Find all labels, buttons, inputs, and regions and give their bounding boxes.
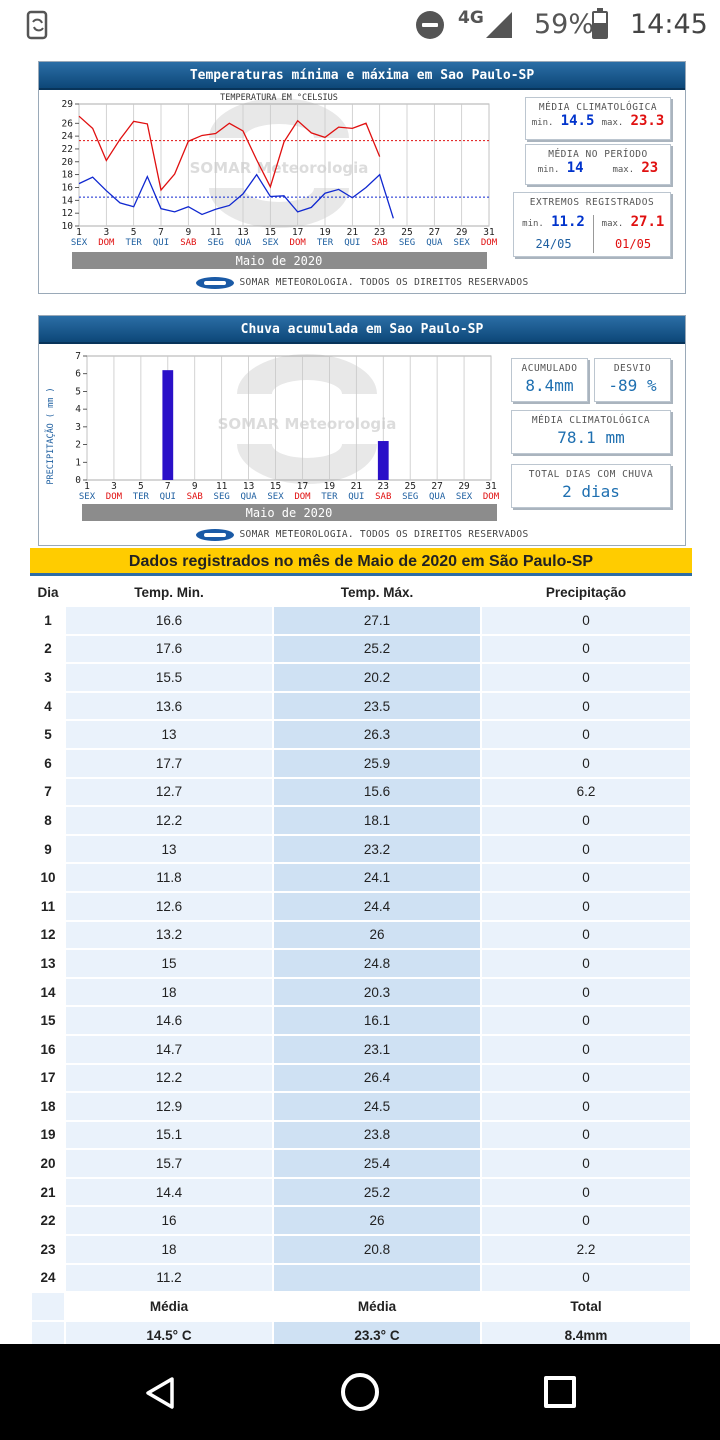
- row-temp-min: 18: [66, 979, 272, 1006]
- table-row: [32, 950, 690, 977]
- row-precipitation: 0: [482, 893, 690, 920]
- table-row: [32, 807, 690, 834]
- row-temp-min: 11.2: [66, 1265, 272, 1292]
- row-day: 14: [32, 979, 64, 1006]
- row-temp-max: 25.4: [274, 1150, 480, 1177]
- row-day: 15: [32, 1007, 64, 1034]
- table-row: [32, 1007, 690, 1034]
- x-tick-label: 27: [428, 227, 441, 238]
- monthly-data-table: [30, 548, 692, 1350]
- home-button[interactable]: [341, 1373, 379, 1411]
- x-tick-label: 31: [483, 227, 495, 238]
- weekday-label: SEX: [262, 238, 279, 248]
- rain-bar: [378, 441, 389, 480]
- x-tick-label: 11: [209, 227, 222, 238]
- battery-percent: 59%: [534, 9, 595, 40]
- rain-climatological-box: MÉDIA CLIMATOLÓGICA 78.1 mm: [511, 410, 671, 454]
- weekday-label: SEX: [70, 238, 88, 248]
- x-tick-label: 1: [84, 481, 90, 492]
- row-precipitation: 2.2: [482, 1236, 690, 1263]
- weekday-label: QUA: [240, 492, 257, 502]
- weekday-label: DOM: [480, 238, 498, 248]
- row-day: 12: [32, 922, 64, 949]
- x-tick-label: 29: [455, 227, 468, 238]
- row-temp-max: 25.2: [274, 1179, 480, 1206]
- temperature-chart-caption: TEMPERATURA EM °CELSIUS: [220, 93, 338, 103]
- y-tick-label: 3: [75, 421, 81, 433]
- row-temp-min: 14.4: [66, 1179, 272, 1206]
- row-day: 19: [32, 1122, 64, 1149]
- table-row: [32, 693, 690, 720]
- y-tick-label: 10: [61, 221, 73, 232]
- temperature-chart: [39, 90, 499, 275]
- weekday-label: QUI: [344, 238, 361, 248]
- row-temp-max: 27.1: [274, 607, 480, 634]
- y-tick-label: 16: [61, 182, 73, 194]
- battery-icon: [592, 11, 608, 39]
- table-row: [32, 1093, 690, 1120]
- table-title: Dados registrados no mês de Maio de 2020 em São Paulo-SP: [30, 548, 692, 576]
- table-row: [32, 1179, 690, 1206]
- table-row: [32, 979, 690, 1006]
- x-tick-label: 31: [485, 481, 497, 492]
- rain-days-value: 2 dias: [562, 482, 620, 501]
- row-temp-min: 18: [66, 1236, 272, 1263]
- weekday-label: SEG: [398, 238, 416, 248]
- y-tick-label: 5: [75, 386, 81, 398]
- x-tick-label: 15: [269, 481, 282, 492]
- row-temp-min: 16.6: [66, 607, 272, 634]
- row-temp-max: 26: [274, 922, 480, 949]
- row-day: 4: [32, 693, 64, 720]
- row-day: 1: [32, 607, 64, 634]
- weekday-label: SEG: [207, 238, 224, 248]
- y-tick-label: 29: [61, 99, 73, 110]
- row-temp-min: 12.7: [66, 779, 272, 806]
- row-temp-min: 13.2: [66, 922, 272, 949]
- row-temp-min: 12.9: [66, 1093, 272, 1120]
- x-tick-label: 5: [130, 227, 137, 238]
- row-precipitation: 0: [482, 1179, 690, 1206]
- row-temp-min: 12.2: [66, 1065, 272, 1092]
- row-precipitation: 0: [482, 1007, 690, 1034]
- row-day: 8: [32, 807, 64, 834]
- row-precipitation: 0: [482, 721, 690, 748]
- table-row: [32, 1150, 690, 1177]
- weekday-label: TER: [321, 492, 338, 502]
- row-precipitation: 0: [482, 1150, 690, 1177]
- x-tick-label: 3: [111, 481, 117, 492]
- row-day: 3: [32, 664, 64, 691]
- period-max-value: 23: [641, 160, 659, 176]
- x-tick-label: 21: [346, 227, 359, 238]
- row-temp-max: 23.8: [274, 1122, 480, 1149]
- temperature-panel: [38, 61, 686, 294]
- x-tick-label: 7: [164, 481, 171, 492]
- weekday-label: SEX: [455, 492, 473, 502]
- weekday-label: SAB: [371, 238, 388, 248]
- weekday-label: DOM: [294, 492, 311, 502]
- header-day: Dia: [32, 579, 64, 605]
- row-precipitation: 0: [482, 1122, 690, 1149]
- summary-value-max: 23.3° C: [274, 1322, 480, 1349]
- y-tick-label: 18: [61, 169, 73, 181]
- period-average-box: MÉDIA NO PERÍODO min. 14 max. 23: [525, 144, 671, 185]
- deviation-box: DESVIO -89 %: [594, 358, 671, 402]
- row-temp-max: 20.2: [274, 664, 480, 691]
- y-tick-label: 14: [61, 195, 73, 207]
- x-tick-label: 19: [319, 227, 331, 238]
- header-precipitation: Precipitação: [482, 579, 690, 605]
- x-tick-label: 27: [431, 481, 443, 492]
- weekday-label: QUI: [152, 238, 170, 248]
- period-min-value: 14: [566, 160, 584, 176]
- summary-label-row: [32, 1293, 690, 1320]
- row-temp-max: 18.1: [274, 807, 480, 834]
- row-precipitation: 0: [482, 807, 690, 834]
- weekday-label: SAB: [180, 238, 197, 248]
- row-temp-min: 17.6: [66, 636, 272, 663]
- y-tick-label: 4: [75, 404, 81, 416]
- extremes-box: EXTREMOS REGISTRADOS min. 11.2 max. 27.1 24/05 01/05: [513, 192, 671, 257]
- do-not-disturb-icon: [416, 11, 444, 39]
- y-tick-label: 6: [75, 368, 81, 380]
- table-row: [32, 1236, 690, 1263]
- row-day: 7: [32, 779, 64, 806]
- recents-button[interactable]: [544, 1376, 576, 1408]
- y-tick-label: 12: [61, 208, 73, 220]
- weekday-label: QUI: [348, 492, 365, 502]
- row-temp-max: 26.3: [274, 721, 480, 748]
- row-precipitation: 6.2: [482, 779, 690, 806]
- row-day: 6: [32, 750, 64, 777]
- weekday-label: DOM: [105, 492, 123, 502]
- watermark-text: SOMAR Meteorologia: [189, 159, 369, 177]
- row-temp-min: 11.8: [66, 864, 272, 891]
- somar-logo-icon: [196, 529, 234, 541]
- row-temp-min: 12.2: [66, 807, 272, 834]
- row-precipitation: 0: [482, 607, 690, 634]
- row-temp-max: 16.1: [274, 1007, 480, 1034]
- deviation-value: -89 %: [608, 376, 657, 395]
- row-temp-min: 16: [66, 1207, 272, 1234]
- weekday-label: TER: [125, 238, 142, 248]
- x-tick-label: 25: [401, 227, 413, 238]
- accumulated-value: 8.4mm: [525, 376, 574, 395]
- summary-value-min: 14.5° C: [66, 1322, 272, 1349]
- table-row: [32, 636, 690, 663]
- table-row: [32, 1207, 690, 1234]
- month-label: Maio de 2020: [235, 254, 323, 268]
- table-row: [32, 721, 690, 748]
- weekday-label: DOM: [98, 238, 115, 248]
- extreme-min-value: 11.2: [551, 214, 585, 230]
- somar-logo-icon: [196, 277, 234, 289]
- weekday-label: DOM: [289, 238, 306, 248]
- weekday-label: QUA: [234, 238, 252, 248]
- row-temp-max: 20.8: [274, 1236, 480, 1263]
- table-row: [32, 664, 690, 691]
- clim-max-value: 23.3: [630, 113, 665, 129]
- table-row: [32, 1122, 690, 1149]
- table-row: [32, 750, 690, 777]
- row-temp-min: 13: [66, 721, 272, 748]
- x-tick-label: 21: [350, 481, 363, 492]
- row-temp-max: 25.9: [274, 750, 480, 777]
- temperature-panel-footer: SOMAR METEOROLOGIA. TODOS OS DIREITOS RESERVADOS: [39, 273, 685, 293]
- row-temp-max: 23.2: [274, 836, 480, 863]
- extreme-min-date: 24/05: [535, 237, 572, 251]
- weekday-label: SEG: [402, 492, 419, 502]
- x-tick-label: 9: [191, 481, 198, 492]
- table-row: [32, 893, 690, 920]
- x-tick-label: 3: [103, 227, 110, 238]
- rain-y-caption: PRECIPITAÇÃO ( mm ): [46, 387, 56, 485]
- row-day: 24: [32, 1265, 64, 1292]
- header-temp-min: Temp. Min.: [66, 579, 272, 605]
- x-tick-label: 29: [458, 481, 470, 492]
- x-tick-label: 17: [296, 481, 309, 492]
- row-temp-min: 14.6: [66, 1007, 272, 1034]
- row-temp-max: 25.2: [274, 636, 480, 663]
- x-tick-label: 25: [404, 481, 416, 492]
- y-tick-label: 0: [75, 475, 81, 486]
- row-precipitation: 0: [482, 636, 690, 663]
- table-row: [32, 1265, 690, 1292]
- x-tick-label: 5: [137, 481, 144, 492]
- clim-min-value: 14.5: [560, 113, 595, 129]
- weekday-label: DOM: [482, 492, 500, 502]
- climatological-average-box: MÉDIA CLIMATOLÓGICA min. 14.5 max. 23.3: [525, 97, 671, 140]
- row-temp-max: [274, 1265, 480, 1292]
- row-precipitation: 0: [482, 664, 690, 691]
- weekday-label: SEG: [213, 492, 230, 502]
- row-temp-min: 15.7: [66, 1150, 272, 1177]
- x-tick-label: 1: [76, 227, 82, 238]
- x-tick-label: 23: [377, 481, 389, 492]
- row-day: 9: [32, 836, 64, 863]
- x-tick-label: 7: [158, 227, 164, 238]
- row-precipitation: 0: [482, 950, 690, 977]
- row-precipitation: 0: [482, 1036, 690, 1063]
- row-precipitation: 0: [482, 979, 690, 1006]
- y-tick-label: 24: [61, 131, 73, 143]
- row-temp-max: 24.1: [274, 864, 480, 891]
- weekday-label: QUI: [159, 492, 176, 502]
- watermark-text: SOMAR Meteorologia: [217, 415, 397, 433]
- row-temp-min: 15: [66, 950, 272, 977]
- row-temp-min: 13: [66, 836, 272, 863]
- table-row: [32, 922, 690, 949]
- network-type: 4G: [458, 8, 484, 28]
- row-day: 18: [32, 1093, 64, 1120]
- row-day: 22: [32, 1207, 64, 1234]
- row-temp-max: 20.3: [274, 979, 480, 1006]
- row-temp-max: 26.4: [274, 1065, 480, 1092]
- summary-label-max: Média: [274, 1293, 480, 1320]
- summary-label-min: Média: [66, 1293, 272, 1320]
- x-tick-label: 19: [323, 481, 336, 492]
- x-tick-label: 15: [264, 227, 277, 238]
- table-row: [32, 864, 690, 891]
- phone-sync-icon: [24, 10, 52, 40]
- row-temp-min: 12.6: [66, 893, 272, 920]
- table-row: [32, 607, 690, 634]
- row-temp-max: 24.8: [274, 950, 480, 977]
- row-day: 13: [32, 950, 64, 977]
- climatological-average-caption: MÉDIA CLIMATOLÓGICA: [538, 102, 658, 113]
- rain-bar: [162, 370, 173, 480]
- watermark-shape: [209, 188, 349, 228]
- row-temp-min: 15.1: [66, 1122, 272, 1149]
- x-tick-label: 9: [185, 227, 192, 238]
- weekday-label: TER: [132, 492, 149, 502]
- row-temp-min: 15.5: [66, 664, 272, 691]
- row-day: 5: [32, 721, 64, 748]
- navigation-bar: [0, 1344, 720, 1440]
- x-tick-label: 13: [237, 227, 249, 238]
- x-tick-label: 23: [373, 227, 386, 238]
- row-precipitation: 0: [482, 836, 690, 863]
- weekday-label: SAB: [375, 492, 392, 502]
- row-temp-max: 26: [274, 1207, 480, 1234]
- row-temp-max: 15.6: [274, 779, 480, 806]
- row-temp-min: 17.7: [66, 750, 272, 777]
- row-precipitation: 0: [482, 1265, 690, 1292]
- extreme-max-date: 01/05: [614, 237, 652, 251]
- row-day: 23: [32, 1236, 64, 1263]
- y-tick-label: 1: [75, 457, 81, 469]
- status-bar: [0, 0, 720, 50]
- row-day: 16: [32, 1036, 64, 1063]
- table-row: [32, 1065, 690, 1092]
- row-precipitation: 0: [482, 922, 690, 949]
- data-table: [30, 577, 692, 1350]
- temperature-panel-title: Temperaturas mínima e máxima em Sao Paulo-SP: [39, 62, 685, 90]
- back-button[interactable]: [144, 1376, 178, 1410]
- table-row: [32, 1036, 690, 1063]
- table-row: [32, 836, 690, 863]
- row-day: 11: [32, 893, 64, 920]
- extreme-max-value: 27.1: [630, 214, 665, 230]
- weekday-label: SEX: [267, 492, 284, 502]
- row-temp-min: 13.6: [66, 693, 272, 720]
- row-temp-max: 23.1: [274, 1036, 480, 1063]
- row-day: 10: [32, 864, 64, 891]
- rain-chart: [39, 344, 509, 529]
- rain-days-box: TOTAL DIAS COM CHUVA 2 dias: [511, 464, 671, 508]
- row-day: 20: [32, 1150, 64, 1177]
- period-average-caption: MÉDIA NO PERÍODO: [548, 149, 648, 160]
- rain-panel-title: Chuva acumulada em Sao Paulo-SP: [39, 316, 685, 344]
- summary-value-prec: 8.4mm: [482, 1322, 690, 1349]
- accumulated-box: ACUMULADO 8.4mm: [511, 358, 588, 402]
- weekday-label: QUA: [429, 492, 446, 502]
- row-temp-max: 24.5: [274, 1093, 480, 1120]
- x-tick-label: 17: [291, 227, 304, 238]
- row-precipitation: 0: [482, 1093, 690, 1120]
- y-tick-label: 26: [61, 118, 73, 130]
- row-precipitation: 0: [482, 750, 690, 777]
- row-temp-min: 14.7: [66, 1036, 272, 1063]
- header-temp-max: Temp. Máx.: [274, 579, 480, 605]
- table-header-row: [32, 579, 690, 605]
- weekday-label: TER: [316, 238, 334, 248]
- extremes-caption: EXTREMOS REGISTRADOS: [529, 197, 655, 208]
- row-day: 21: [32, 1179, 64, 1206]
- row-precipitation: 0: [482, 1065, 690, 1092]
- clock: 14:45: [630, 9, 708, 40]
- rain-clim-value: 78.1 mm: [557, 428, 625, 447]
- signal-icon: [486, 12, 512, 38]
- row-temp-max: 24.4: [274, 893, 480, 920]
- table-row: [32, 779, 690, 806]
- y-tick-label: 2: [75, 439, 81, 451]
- row-precipitation: 0: [482, 693, 690, 720]
- summary-label-prec: Total: [482, 1293, 690, 1320]
- y-tick-label: 7: [75, 351, 81, 362]
- row-precipitation: 0: [482, 864, 690, 891]
- x-tick-label: 11: [215, 481, 228, 492]
- y-tick-label: 20: [61, 156, 73, 168]
- rain-panel-footer: SOMAR METEOROLOGIA. TODOS OS DIREITOS RESERVADOS: [39, 525, 685, 545]
- month-label: Maio de 2020: [245, 506, 333, 520]
- weekday-label: SEX: [453, 238, 470, 248]
- weekday-label: SEX: [78, 492, 96, 502]
- weekday-label: QUA: [426, 238, 443, 248]
- weekday-label: SAB: [186, 492, 203, 502]
- row-day: 2: [32, 636, 64, 663]
- x-tick-label: 13: [242, 481, 255, 492]
- row-day: 17: [32, 1065, 64, 1092]
- rain-panel: [38, 315, 686, 546]
- row-temp-max: 23.5: [274, 693, 480, 720]
- y-tick-label: 22: [61, 143, 73, 155]
- row-precipitation: 0: [482, 1207, 690, 1234]
